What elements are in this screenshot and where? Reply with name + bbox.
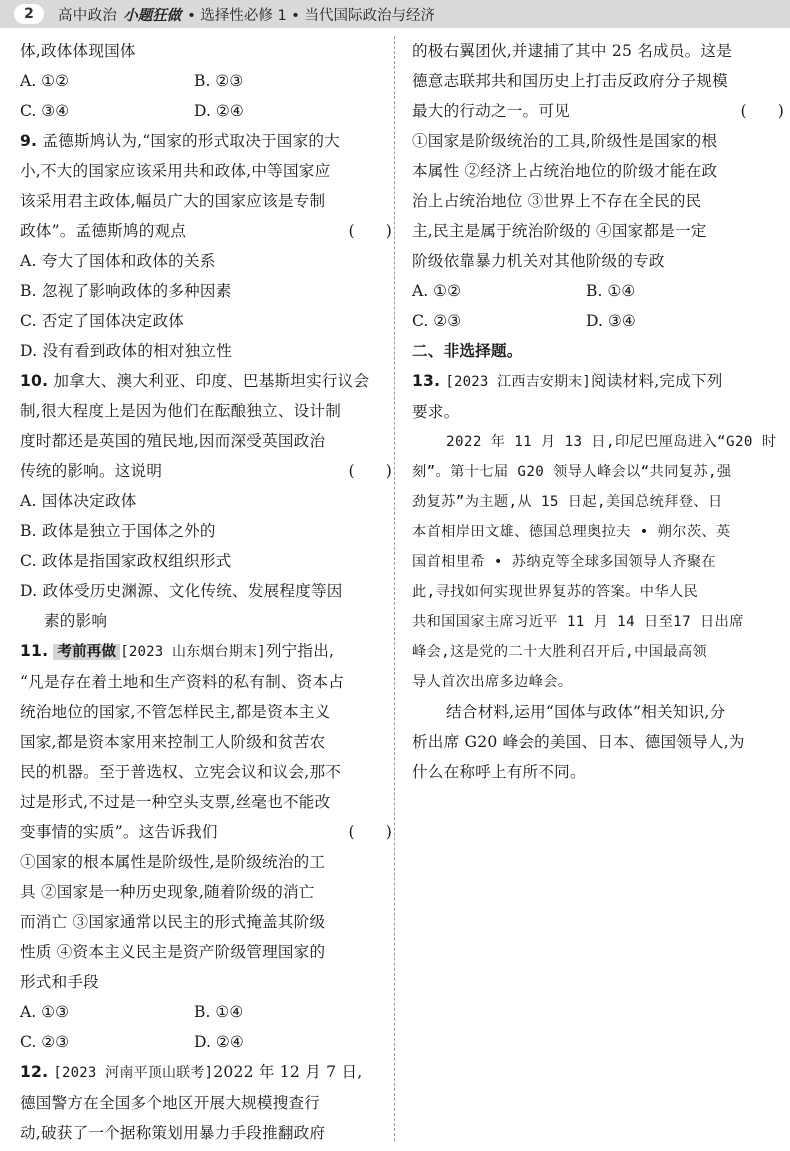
text-line: 该采用君主政体,幅员广大的国家应该是专制 (20, 192, 326, 210)
question-number: 9. (20, 132, 38, 150)
text-line: “凡是存在着土地和生产资料的私有制、资本占 (20, 673, 345, 691)
text-line: ①国家是阶级统治的工具,阶级性是国家的根 (412, 132, 718, 150)
text-line: 统治地位的国家,不管怎样民主,都是资本主义 (20, 703, 331, 721)
answer-options-row (20, 66, 392, 96)
right-column (412, 36, 784, 787)
text-line: 素的影响 (44, 612, 108, 630)
text-line: 的极右翼团伙,并逮捕了其中 25 名成员。这是 (412, 42, 733, 60)
answer-options-row (20, 1027, 392, 1057)
answer-option: B. ①④ (586, 282, 636, 300)
answer-option: B. ①④ (194, 1003, 244, 1021)
text-line: B. 忽视了影响政体的多种因素 (20, 282, 232, 300)
answer-option: A. ①② (412, 282, 462, 300)
text-line: 阶级依靠暴力机关对其他阶级的专政 (412, 252, 665, 270)
text-line: C. 否定了国体决定政体 (20, 312, 185, 330)
material-line (412, 577, 784, 607)
answer-option: C. ②③ (412, 312, 462, 330)
answer-option: A. ①② (20, 72, 70, 90)
text-line (20, 456, 392, 486)
answer-option: C. ②③ (20, 1033, 70, 1051)
question-first-line (412, 366, 784, 397)
material-line (412, 457, 784, 487)
text-line: 析出席 G20 峰会的美国、日本、德国领导人,为 (412, 733, 745, 751)
answer-options-row (412, 276, 784, 306)
question-number: 10. (20, 372, 49, 390)
question-stem-end: 最大的行动之一。可见 (412, 102, 570, 120)
text-line: 国家,都是资本家用来控制工人阶级和贫苦农 (20, 733, 326, 751)
material-line (412, 517, 784, 547)
material-text: 此,寻找如何实现世界复苏的答案。中华人民 (412, 584, 699, 600)
material-line: 导人首次出席多边峰会。 (412, 674, 573, 690)
left-column (20, 36, 392, 1148)
text-line: 制,很大程度上是因为他们在酝酿独立、设计制 (20, 402, 342, 420)
text-line: B. 政体是独立于国体之外的 (20, 522, 216, 540)
brand-logo: 小题狂做 (123, 7, 182, 24)
answer-blank: ( ) (348, 462, 392, 480)
text-line: D. 没有看到政体的相对独立性 (20, 342, 232, 360)
question-source: [2023 山东烟台期末] (120, 644, 266, 660)
text-line: 民的机器。至于普选权、立宪会议和议会,那不 (20, 763, 342, 781)
material-line: 2022 年 11 月 13 日,印尼巴厘岛进入“G20 时 (446, 434, 777, 450)
question-text: 11. 考前再做 [2023 山东烟台期末]列宁指出, (20, 642, 335, 660)
text-line: 结合材料,运用“国体与政体”相关知识,分 (446, 703, 726, 721)
answer-options-row (20, 96, 392, 126)
material-line (412, 547, 784, 577)
material-line (412, 487, 784, 517)
header-subject: 高中政治 (58, 7, 118, 24)
question-stem-end: 变事情的实质”。这告诉我们 (20, 823, 218, 841)
answer-options-row (412, 306, 784, 336)
material-text: 峰会,这是党的二十大胜利召开后,中国最高领 (412, 644, 708, 660)
text-line: 性质 ④资本主义民主是资产阶级管理国家的 (20, 943, 326, 961)
text-line: 本属性 ②经济上占统治地位的阶级才能在政 (412, 162, 718, 180)
text-line (412, 96, 784, 126)
question-text: 12. [2023 河南平顶山联考]2022 年 12 月 7 日, (20, 1063, 363, 1081)
text-line (20, 216, 392, 246)
answer-option: D. ③④ (586, 312, 636, 330)
material-text: 劲复苏”为主题,从 15 日起,美国总统拜登、日 (412, 494, 723, 510)
question-source: [2023 河南平顶山联考] (53, 1065, 214, 1081)
text-line: D. 政体受历史渊源、文化传统、发展程度等因 (20, 582, 343, 600)
answer-options-row (20, 997, 392, 1027)
text-line: 具 ②国家是一种历史现象,随着阶级的消亡 (20, 883, 315, 901)
answer-blank: ( ) (348, 823, 392, 841)
text-line (20, 817, 392, 847)
text-line: ①国家的根本属性是阶级性,是阶级统治的工 (20, 853, 326, 871)
answer-blank: ( ) (348, 222, 392, 240)
material-line (412, 607, 784, 637)
material-text: 共和国国家主席习近平 11 月 14 日至17 日出席 (412, 614, 744, 630)
answer-option: B. ②③ (194, 72, 244, 90)
question-stem-end: 政体”。孟德斯鸠的观点 (20, 222, 187, 240)
answer-option: C. ③④ (20, 102, 70, 120)
text-line: 体,政体体现国体 (20, 42, 136, 60)
question-stem-end: 传统的影响。这说明 (20, 462, 163, 480)
text-line: 主,民主是属于统治阶级的 ④国家都是一定 (412, 222, 707, 240)
text-line: A. 夸大了国体和政体的关系 (20, 252, 216, 270)
question-number: 13. (412, 372, 441, 390)
header-book-title: • 选择性必修 1 • 当代国际政治与经济 (187, 7, 435, 24)
question-first-line (20, 366, 392, 396)
page-number: 2 (14, 4, 44, 24)
text-line: 德国警方在全国多个地区开展大规模搜查行 (20, 1094, 321, 1112)
text-line: C. 政体是指国家政权组织形式 (20, 552, 232, 570)
text-line: 而消亡 ③国家通常以民主的形式掩盖其阶级 (20, 913, 326, 931)
text-line: A. 国体决定政体 (20, 492, 137, 510)
question-number: 11. (20, 642, 49, 660)
question-first-line (20, 126, 392, 156)
review-tag: 考前再做 (53, 644, 120, 660)
answer-option: D. ②④ (194, 1033, 244, 1051)
text-line: 什么在称呼上有所不同。 (412, 763, 586, 781)
text-line: 形式和手段 (20, 973, 99, 991)
text-line: 德意志联邦共和国历史上打击反政府分子规模 (412, 72, 728, 90)
section-heading: 二、非选择题。 (412, 342, 523, 360)
question-text: 9. 孟德斯鸠认为,“国家的形式取决于国家的大 (20, 132, 340, 150)
answer-option: A. ①③ (20, 1003, 70, 1021)
material-text: 刻”。第十七届 G20 领导人峰会以“共同复苏,强 (412, 464, 732, 480)
question-text: 10. 加拿大、澳大利亚、印度、巴基斯坦实行议会 (20, 372, 370, 390)
text-line: 过是形式,不过是一种空头支票,丝毫也不能改 (20, 793, 331, 811)
text-line: 要求。 (412, 403, 460, 421)
question-number: 12. (20, 1063, 49, 1081)
material-line (412, 637, 784, 667)
question-source: [2023 江西吉安期末] (445, 374, 592, 390)
question-first-line (20, 636, 392, 667)
material-text: 国首相里希 • 苏纳克等全球多国领导人齐聚在 (412, 554, 716, 570)
material-text: 本首相岸田文雄、德国总理奥拉夫 • 朔尔茨、英 (412, 524, 731, 540)
text-line: 小,不大的国家应该采用共和政体,中等国家应 (20, 162, 331, 180)
question-text: 13. [2023 江西吉安期末]阅读材料,完成下列 (412, 372, 723, 390)
answer-blank: ( ) (740, 102, 784, 120)
answer-option: D. ②④ (194, 102, 244, 120)
page-header (0, 0, 790, 28)
text-line: 治上占统治地位 ③世界上不存在全民的民 (412, 192, 702, 210)
text-line: 动,破获了一个据称策划用暴力手段推翻政府 (20, 1124, 326, 1142)
text-line: 度时都还是英国的殖民地,因而深受英国政治 (20, 432, 326, 450)
column-divider (394, 36, 395, 1141)
question-first-line (20, 1057, 392, 1088)
